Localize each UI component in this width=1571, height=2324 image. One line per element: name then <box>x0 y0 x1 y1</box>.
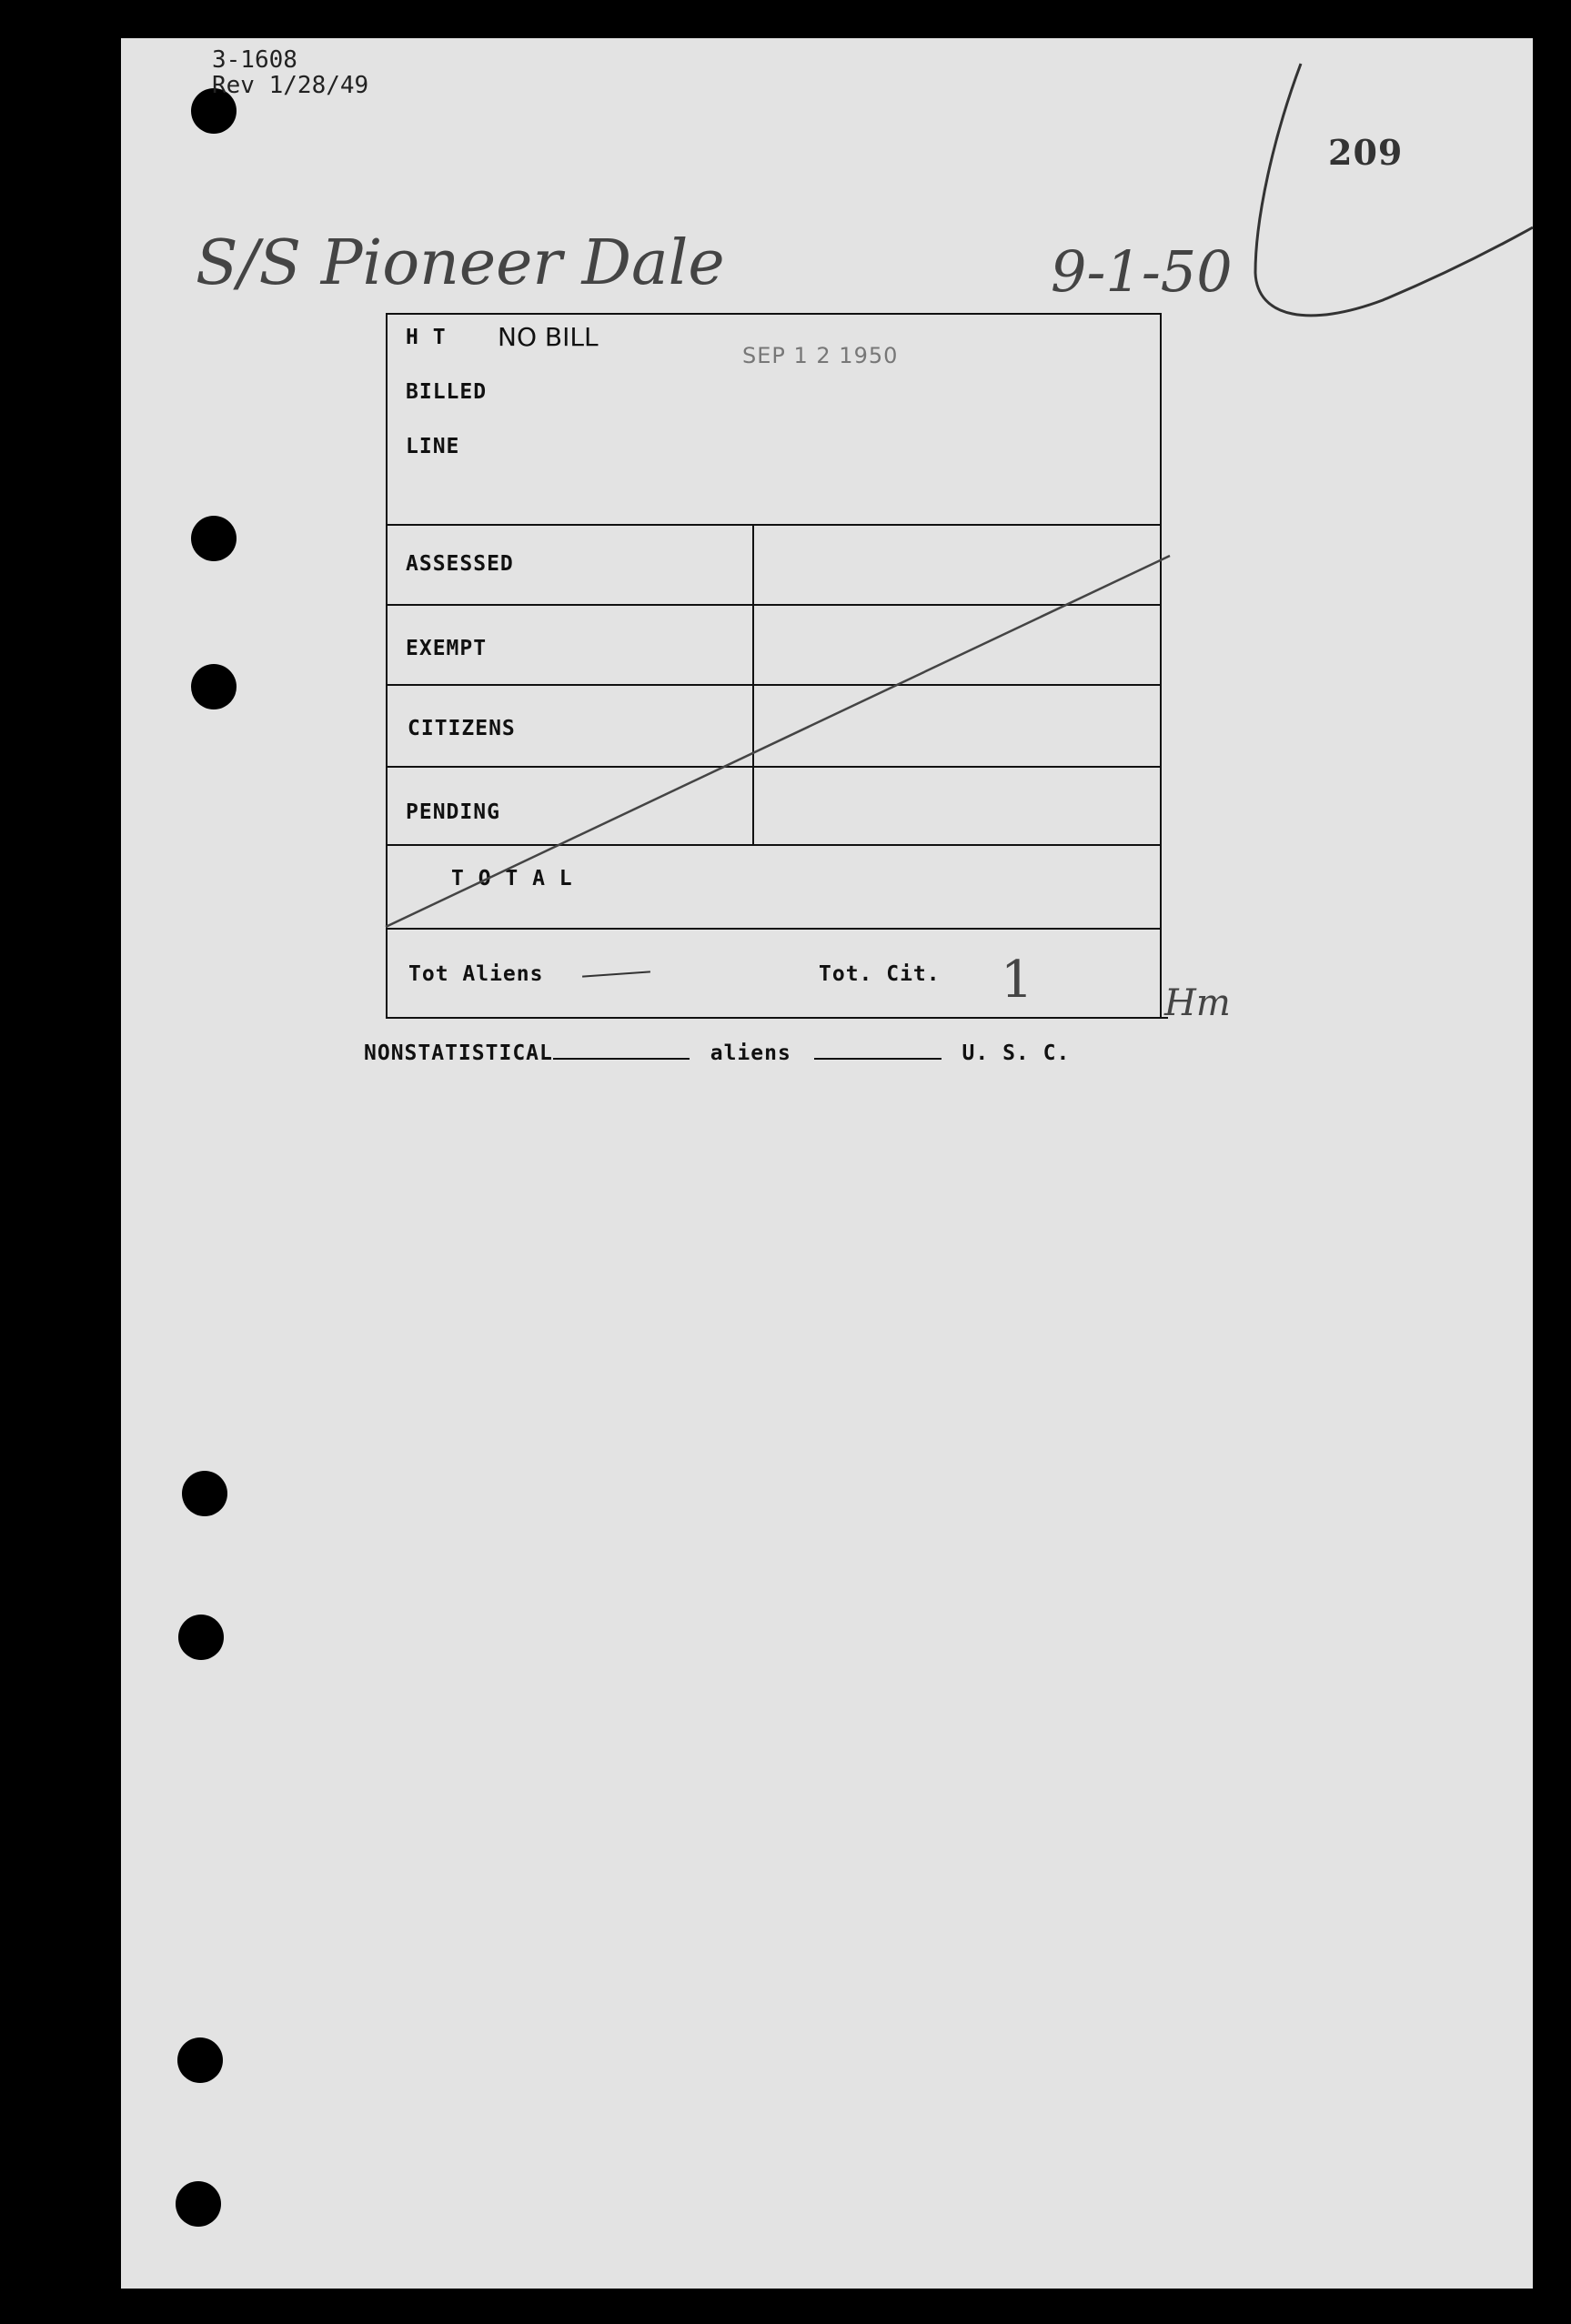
row-citizens: CITIZENS <box>408 717 516 740</box>
nonstatistical-label: NONSTATISTICAL <box>364 1041 553 1065</box>
row-assessed: ASSESSED <box>406 552 514 576</box>
initials: Hm <box>1164 982 1231 1024</box>
punch-hole <box>177 2037 223 2083</box>
handwritten-date: 9-1-50 <box>1051 238 1233 305</box>
form-revision: Rev 1/28/49 <box>212 72 369 99</box>
tot-cit-value: 1 <box>1001 951 1033 1010</box>
form-number <box>212 47 368 98</box>
aliens-blank <box>814 1041 942 1060</box>
received-date-stamp: SEP 1 2 1950 <box>742 343 899 368</box>
tot-aliens-label: Tot Aliens <box>408 962 544 986</box>
check-mark <box>1237 55 1537 337</box>
nonstatistical-blank <box>553 1041 690 1060</box>
page-number: 209 <box>1328 132 1404 173</box>
form-code: 3-1608 <box>212 46 297 74</box>
row-exempt: EXEMPT <box>406 637 488 660</box>
strike-through-line <box>382 550 1173 932</box>
total-label: T O T A L <box>451 867 573 890</box>
punch-hole <box>191 516 237 561</box>
ht-label: H T <box>406 326 447 349</box>
tot-cit-label: Tot. Cit. <box>819 962 941 986</box>
nonstatistical-line <box>364 1041 1070 1065</box>
billed-label: BILLED <box>406 380 488 404</box>
punch-hole <box>178 1615 224 1660</box>
vessel-name: S/S Pioneer Dale <box>196 227 725 299</box>
line-label: LINE <box>406 435 460 458</box>
no-bill-stamp: NO BILL <box>498 322 599 352</box>
usc-label: U. S. C. <box>962 1041 1071 1065</box>
aliens-label: aliens <box>710 1041 791 1065</box>
punch-hole <box>176 2181 221 2227</box>
punch-hole <box>182 1471 227 1516</box>
row-pending: PENDING <box>406 800 500 824</box>
punch-hole <box>191 664 237 709</box>
